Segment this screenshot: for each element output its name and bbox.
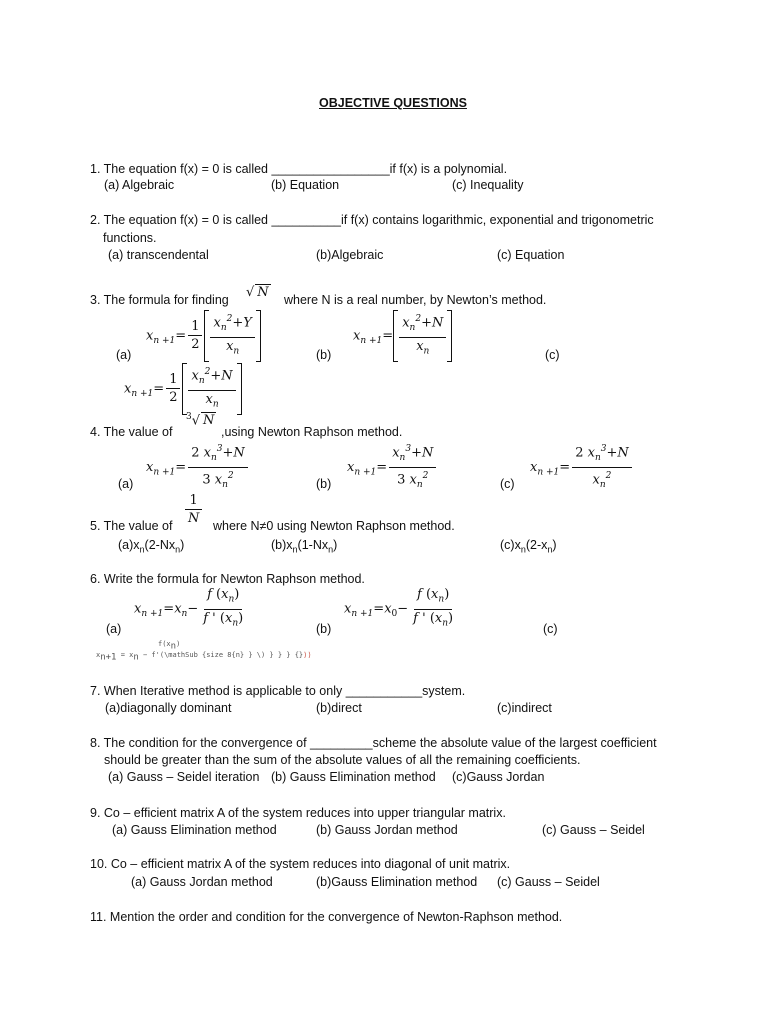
question-9-stem: 9. Co – efficient matrix A of the system reduces into upper triangular matrix. — [90, 806, 506, 820]
question-8-option-a: (a) Gauss – Seidel iteration — [108, 770, 260, 784]
question-4-option-c: (c) — [500, 477, 515, 491]
question-10-option-a: (a) Gauss Jordan method — [131, 875, 273, 889]
question-5-option-a: $(a)x_n(2-Nx_n)$ — [118, 538, 185, 555]
question-4-option-a: (a) — [118, 477, 134, 491]
page-title: OBJECTIVE QUESTIONS — [319, 96, 467, 110]
question-6-option-b: (b) — [316, 622, 332, 636]
question-3-option-b: (b) — [316, 348, 332, 362]
question-7-option-b: (b)direct — [316, 701, 362, 715]
question-2-option-a: (a) transcendental — [108, 248, 209, 262]
question-8-option-c: (c)Gauss Jordan — [452, 770, 545, 784]
question-9-option-a: (a) Gauss Elimination method — [112, 823, 277, 837]
question-8-option-b: (b) Gauss Elimination method — [271, 770, 436, 784]
question-2-stem: 2. The equation f(x) = 0 is called __________if f(x) contains logarithmic, exponential and trigonometric — [90, 213, 654, 227]
q6-formula-c-broken: $f(x_n)$ $x_{n+1} = x_n$ − f'(\mathSub {size 8{n} } \) } } } {}⟩⟩ — [96, 640, 312, 663]
question-6-option-c: (c) — [543, 622, 558, 636]
question-10-stem: 10. Co – efficient matrix A of the system reduces into diagonal of unit matrix. — [90, 857, 511, 871]
question-10-option-c: (c) Gauss – Seidel — [497, 875, 600, 889]
question-1-option-b: (b) Equation — [271, 178, 340, 192]
reciprocal-n: $\frac{1}{N}$ — [183, 493, 204, 526]
q4-formula-a: $x_{n +1}=$ $\frac{2 x_n^3+N}{3 x_n^2}$ — [146, 442, 250, 493]
question-2-stem-cont: functions. — [103, 231, 157, 245]
q6-formula-b: $x_{n +1}=x_0-$ $\frac{f (x_n)}{f ' (x_n)}$ — [344, 587, 454, 629]
q4-formula-b: $x_{n +1}=$ $\frac{x_n^3+N}{3 x_n^2}$ — [347, 442, 438, 493]
question-7-stem: 7. When Iterative method is applicable to only ___________system. — [90, 684, 466, 698]
question-5-stem: 5. The value of — [90, 519, 173, 533]
question-8-stem: 8. The condition for the convergence of _________scheme the absolute value of the largest coefficient — [90, 736, 657, 750]
sqrt-n-formula: √ N — [246, 285, 269, 300]
question-3-stem: 3. The formula for finding — [90, 293, 229, 307]
question-3-stem-right: where N is a real number, by Newton’s method. — [284, 293, 547, 307]
question-4-stem-right: ,using Newton Raphson method. — [221, 425, 403, 439]
question-9-option-c: (c) Gauss – Seidel — [542, 823, 645, 837]
cube-root-n: $^3$√ N — [186, 412, 215, 429]
question-2-option-b: (b)Algebraic — [316, 248, 384, 262]
question-7-option-c: (c)indirect — [497, 701, 552, 715]
question-1-stem: 1. The equation f(x) = 0 is called _________________if f(x) is a polynomial. — [90, 162, 508, 176]
question-4-option-b: (b) — [316, 477, 332, 491]
question-10-option-b: (b)Gauss Elimination method — [316, 875, 478, 889]
question-5-stem-right: where N≠0 using Newton Raphson method. — [213, 519, 455, 533]
question-7-option-a: (a)diagonally dominant — [105, 701, 232, 715]
question-3-option-a: (a) — [116, 348, 132, 362]
question-1-option-c: (c) Inequality — [452, 178, 524, 192]
question-9-option-b: (b) Gauss Jordan method — [316, 823, 458, 837]
q6-formula-a: $x_{n +1}=x_n-$ $\frac{f (x_n)}{f ' (x_n)}$ — [134, 587, 244, 629]
question-4-stem: 4. The value of — [90, 425, 173, 439]
question-11-stem: 11. Mention the order and condition for the convergence of Newton-Raphson method. — [90, 910, 563, 924]
q3-formula-b: $x_{n +1}=$ $\frac{x_n^2+N}{x_n}$ — [353, 310, 452, 362]
question-3-option-c: (c) — [545, 348, 560, 362]
question-2-option-c: (c) Equation — [497, 248, 565, 262]
question-5-option-b: $(b)x_n(1-Nx_n)$ — [271, 538, 338, 555]
q3-formula-a: $x_{n +1}=$ $\frac{1}{2}$ $\frac{x_n^2+Y}{x_n}$ — [146, 310, 261, 362]
q4-formula-c: $x_{n +1}=$ $\frac{2 x_n^3+N}{x_n^2}$ — [530, 442, 634, 493]
q3-formula-c: $x_{n +1}=$ $\frac{1}{2}$ $\frac{x_n^2+N}{x_n}$ — [124, 363, 242, 415]
question-8-stem-cont: should be greater than the sum of the absolute values of all the remaining coefficients. — [104, 753, 581, 767]
question-5-option-c: $(c)x_n(2-x_n)$ — [500, 538, 557, 555]
question-6-stem: 6. Write the formula for Newton Raphson method. — [90, 572, 365, 586]
question-6-option-a: (a) — [106, 622, 122, 636]
question-1-option-a: (a) Algebraic — [104, 178, 175, 192]
